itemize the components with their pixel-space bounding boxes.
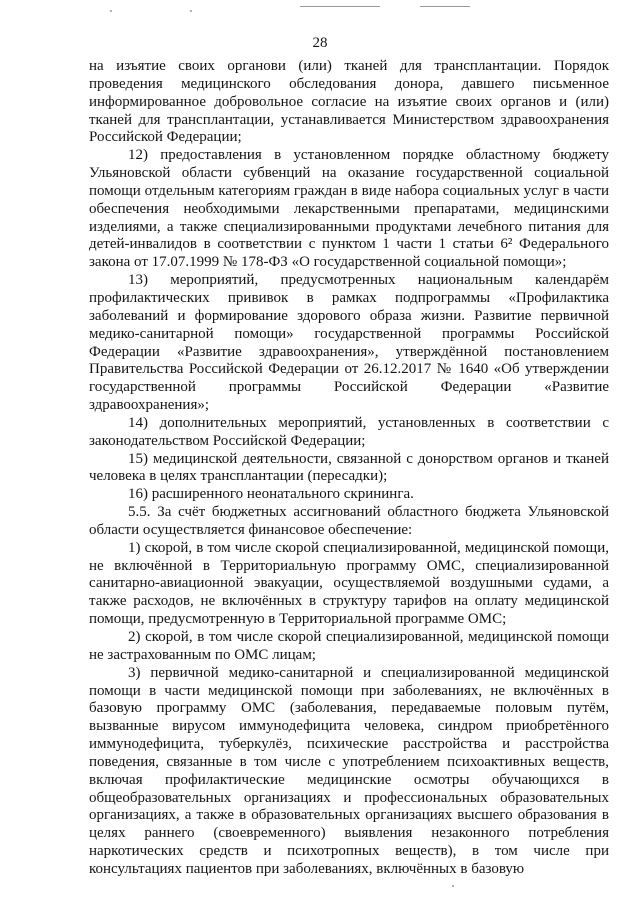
paragraph-item-12: 12) предоставления в установленном порядке областному бюджету Ульяновской области субвенций на оказание государственной социальной помощи отдельным категориям граждан в виде набора социальных услуг в части обеспечения необходимыми лекарственными препаратами, медицинскими изделиями, а также специализированными продуктами лечебного питания для детей-инвалидов в соответствии с пунктом 1 части 1 статьи 6² Федерального закона от 17.07.1999 № 178-ФЗ «О государственной социальной помощи»; xyxy=(89,147,609,271)
paragraph-item-14: 14) дополнительных мероприятий, установленных в соответствии с законодательством Российской Федерации; xyxy=(89,414,609,449)
paragraph-section-5-5: 5.5. За счёт бюджетных ассигнований областного бюджета Ульяновской области осуществляется финансовое обеспечение: xyxy=(89,504,609,538)
paragraph-5-5-item-2: 2) скорой, в том числе скорой специализированной, медицинской помощи не застрахованным по ОМС лицам; xyxy=(89,629,609,663)
paragraph-item-13: 13) мероприятий, предусмотренных национальным календарём профилактических прививок в рамках подпрограммы «Профилактика заболеваний и формирование здорового образа жизни. Развитие первичной медико-санитарной помощи» государственной программы Российской Федерации «Развитие здравоохранения», утверждённой постановлением Правительства Российской Федерации от 26.12.2017 № 1640 «Об утверждении государственной программы Российской Федерации «Развитие здравоохранения»; xyxy=(89,272,609,414)
scan-artifact-top xyxy=(300,6,380,7)
paragraph-item-15: 15) медицинской деятельности, связанной с донорством органов и тканей человека в целях трансплантации (пересадки); xyxy=(89,450,609,485)
paragraph-continuation: на изъятие своих органови (или) тканей для трансплантации. Порядок проведения медицинского обследования донора, давшего письменное информированное добровольное согласие на изъятие своих органов и (или) тканей для трансплантации, устанавливается Министерством здравоохранения Российской Федерации; xyxy=(89,58,609,146)
document-body xyxy=(89,58,609,879)
paragraph-5-5-item-3: 3) первичной медико-санитарной и специализированной медицинской помощи в части медицинской помощи при заболеваниях, не включённых в базовую программу ОМС (заболевания, передаваемые половым путём, вызванные вирусом иммунодефицита человека, синдром приобретённого иммунодефицита, туберкулёз, психические расстройства и расстройства поведения, связанные в том числе с употреблением психоактивных веществ, включая профилактические медицинские осмотры обучающихся в общеобразовательных организациях и профессиональных образовательных организациях, а также в образовательных организациях высшего образования в целях раннего (своевременного) выявления незаконного потребления наркотических средств и психотропных веществ), в том числе при консультациях пациентов при заболеваниях, включённых в базовую xyxy=(89,664,609,877)
scan-artifact-top-right xyxy=(420,6,470,7)
page-number: 28 xyxy=(312,35,328,51)
paragraph-item-16: 16) расширенного неонатального скрининга. xyxy=(128,486,414,503)
scan-artifact-dot-left xyxy=(110,10,112,12)
scan-artifact-dot-bottom xyxy=(452,885,454,887)
paragraph-5-5-item-1: 1) скорой, в том числе скорой специализированной, медицинской помощи, не включённой в Территориальную программу ОМС, специализированной санитарно-авиационной эвакуации, осуществляемой воздушными судами, а также расходов, не включённых в структуру тарифов на оплату медицинской помощи, предусмотренную в Территориальной программе ОМС; xyxy=(89,539,609,628)
scan-artifact-dot-mid xyxy=(190,10,192,12)
